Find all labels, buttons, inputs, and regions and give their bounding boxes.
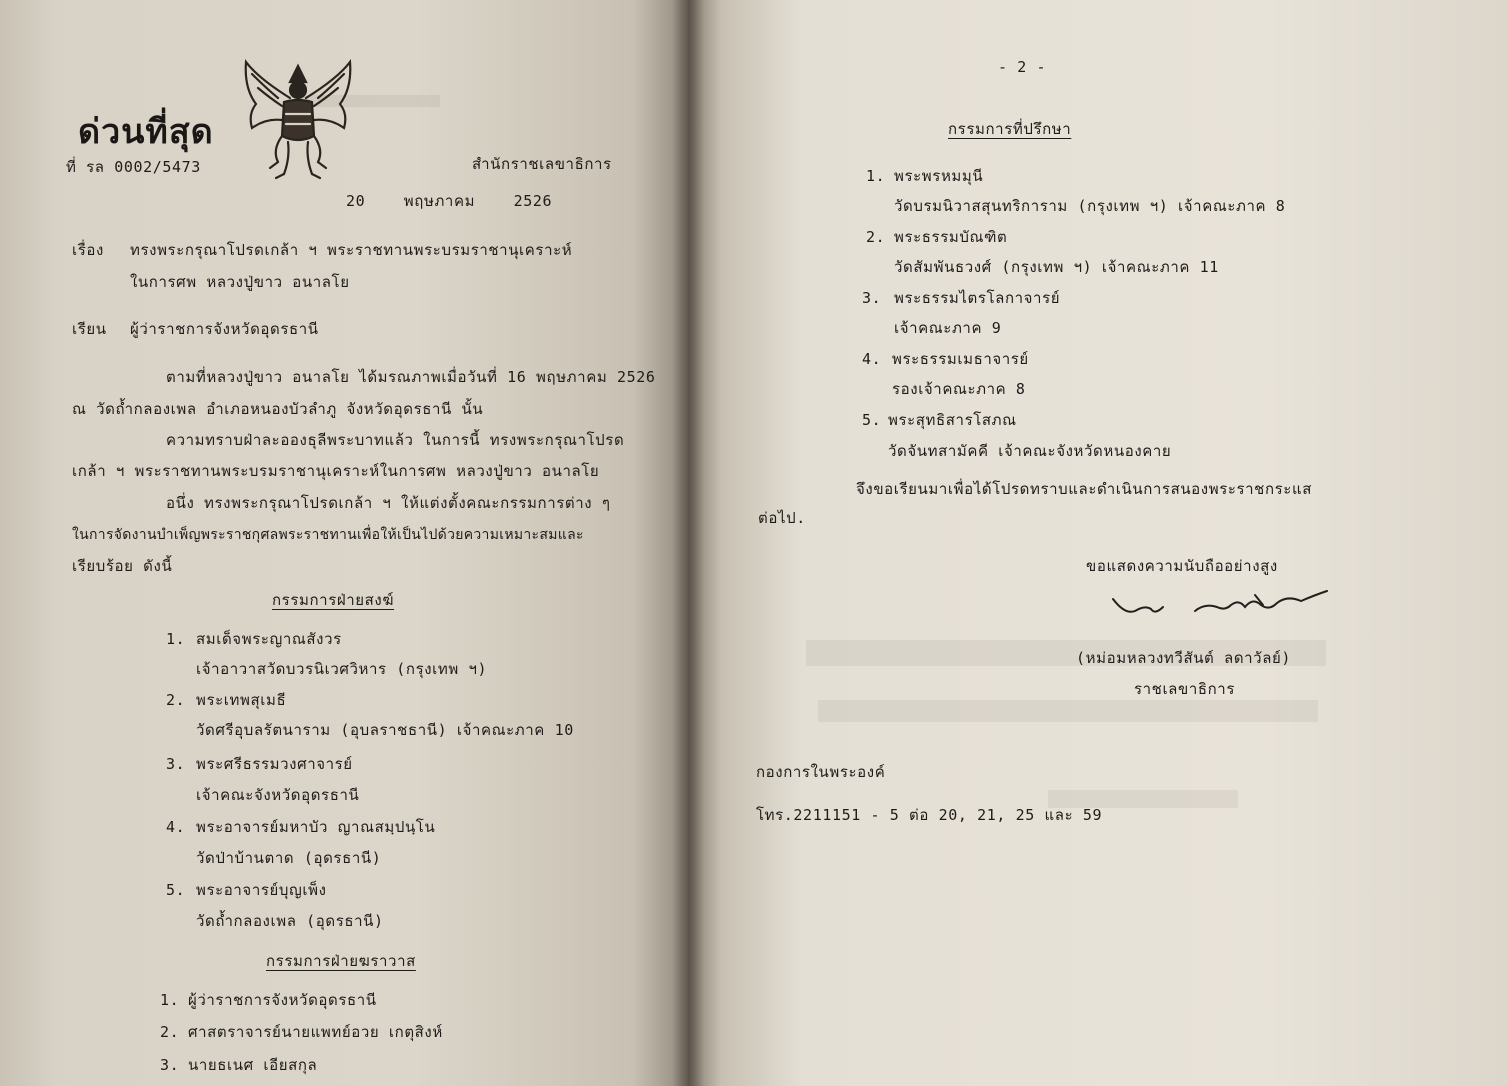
issuing-office: สำนักราชเลขาธิการ	[472, 155, 612, 173]
body-line: เรียบร้อย ดังนี้	[72, 557, 173, 575]
advisor-item-number: 2.	[866, 228, 886, 246]
left-page	[0, 0, 688, 1086]
sangha-item-number: 2.	[166, 691, 186, 709]
salutation: ขอแสดงความนับถืออย่างสูง	[1086, 557, 1278, 575]
lay-item-name: ผู้ว่าราชการจังหวัดอุดรธานี	[188, 991, 377, 1009]
sangha-committee-heading: กรรมการฝ่ายสงฆ์	[272, 591, 395, 609]
closing-line-1: จึงขอเรียนมาเพื่อได้โปรดทราบและดำเนินการสนองพระราชกระแส	[856, 480, 1312, 498]
bleed-through-mark	[818, 700, 1318, 722]
lay-item-name: นายธเนศ เอียสกุล	[188, 1056, 318, 1074]
sangha-item-detail: วัดถ้ำกลองเพล (อุดรธานี)	[196, 912, 384, 930]
closing-line-2: ต่อไป.	[758, 509, 806, 527]
body-line: อนึ่ง ทรงพระกรุณาโปรดเกล้า ฯ ให้แต่งตั้งคณะกรรมการต่าง ๆ	[166, 494, 611, 512]
advisor-item-name: พระธรรมบัณฑิต	[894, 228, 1008, 246]
lay-committee-heading: กรรมการฝ่ายฆราวาส	[266, 952, 416, 970]
sangha-item-name: พระเทพสุเมธี	[196, 691, 287, 709]
advisor-item-detail: รองเจ้าคณะภาค 8	[892, 380, 1026, 398]
advisor-item-number: 4.	[862, 350, 882, 368]
body-line: ความทราบฝ่าละอองธุลีพระบาทแล้ว ในการนี้ ทรงพระกรุณาโปรด	[166, 431, 625, 449]
lay-item-name: ศาสตราจารย์นายแพทย์อวย เกตุสิงห์	[188, 1023, 443, 1041]
sangha-item-name: สมเด็จพระญาณสังวร	[196, 630, 342, 648]
recipient-value: ผู้ว่าราชการจังหวัดอุดรธานี	[130, 320, 319, 338]
subject-line-1: ทรงพระกรุณาโปรดเกล้า ฯ พระราชทานพระบรมราชานุเคราะห์	[130, 241, 573, 259]
body-line: ในการจัดงานบำเพ็ญพระราชกุศลพระราชทานเพื่อให้เป็นไปด้วยความเหมาะสมและ	[72, 527, 584, 543]
subject-label: เรื่อง	[72, 241, 104, 259]
advisor-item-name: พระธรรมเมธาจารย์	[892, 350, 1029, 368]
advisor-item-detail: เจ้าคณะภาค 9	[894, 319, 1002, 337]
signer-name: (หม่อมหลวงทวีสันต์ ลดาวัลย์)	[1076, 649, 1292, 667]
signer-title: ราชเลขาธิการ	[1134, 680, 1235, 698]
subject-line-2: ในการศพ หลวงปู่ขาว อนาลโย	[130, 273, 350, 291]
advisor-item-name: พระธรรมไตรโลกาจารย์	[894, 289, 1061, 307]
letter-date: 20 พฤษภาคม 2526	[346, 192, 553, 210]
lay-item-number: 1.	[160, 991, 180, 1009]
garuda-emblem-icon	[238, 58, 358, 182]
handwritten-signature	[1105, 585, 1345, 625]
lay-item-number: 2.	[160, 1023, 180, 1041]
advisor-item-detail: วัดบรมนิวาสสุนทริการาม (กรุงเทพ ฯ) เจ้าคณะภาค 8	[894, 197, 1286, 215]
sangha-item-number: 1.	[166, 630, 186, 648]
right-page	[688, 0, 1508, 1086]
sangha-item-name: พระอาจารย์มหาบัว ญาณสมฺปนฺโน	[196, 818, 436, 836]
advisor-item-name: พระพรหมมุนี	[894, 167, 984, 185]
sangha-item-detail: วัดศรีอุบลรัตนาราม (อุบลราชธานี) เจ้าคณะภาค 10	[196, 721, 574, 739]
sangha-item-name: พระอาจารย์บุญเพ็ง	[196, 881, 327, 899]
reference-number: ที่ รล 0002/5473	[66, 158, 201, 176]
sangha-item-number: 4.	[166, 818, 186, 836]
advisor-item-number: 3.	[862, 289, 882, 307]
page-edge-shadow	[0, 0, 58, 1086]
body-line: เกล้า ฯ พระราชทานพระบรมราชานุเคราะห์ในการศพ หลวงปู่ขาว อนาลโย	[72, 462, 600, 480]
body-line: ณ วัดถ้ำกลองเพล อำเภอหนองบัวลำภู จังหวัดอุดรธานี นั้น	[72, 400, 484, 418]
advisor-item-number: 5.	[862, 411, 882, 429]
advisor-item-name: พระสุทธิสารโสภณ	[888, 411, 1017, 429]
body-line: ตามที่หลวงปู่ขาว อนาลโย ได้มรณภาพเมื่อวันที่ 16 พฤษภาคม 2526	[166, 368, 656, 386]
recipient-label: เรียน	[72, 320, 107, 338]
sangha-item-name: พระศรีธรรมวงศาจารย์	[196, 755, 353, 773]
sangha-item-detail: เจ้าอาวาสวัดบวรนิเวศวิหาร (กรุงเทพ ฯ)	[196, 660, 488, 678]
sangha-item-detail: วัดป่าบ้านตาด (อุดรธานี)	[196, 849, 382, 867]
urgency-stamp: ด่วนที่สุด	[78, 112, 214, 152]
advisory-committee-heading: กรรมการที่ปรึกษา	[948, 120, 1072, 138]
department: กองการในพระองค์	[756, 763, 886, 781]
lay-item-number: 3.	[160, 1056, 180, 1074]
sangha-item-detail: เจ้าคณะจังหวัดอุดรธานี	[196, 786, 360, 804]
sangha-item-number: 5.	[166, 881, 186, 899]
advisor-item-detail: วัดสัมพันธวงศ์ (กรุงเทพ ฯ) เจ้าคณะภาค 11	[894, 258, 1219, 276]
page-number: - 2 -	[998, 58, 1047, 76]
phone-contact: โทร.2211151 - 5 ต่อ 20, 21, 25 และ 59	[756, 806, 1103, 824]
sangha-item-number: 3.	[166, 755, 186, 773]
advisor-item-number: 1.	[866, 167, 886, 185]
advisor-item-detail: วัดจันทสามัคคี เจ้าคณะจังหวัดหนองคาย	[888, 442, 1172, 460]
